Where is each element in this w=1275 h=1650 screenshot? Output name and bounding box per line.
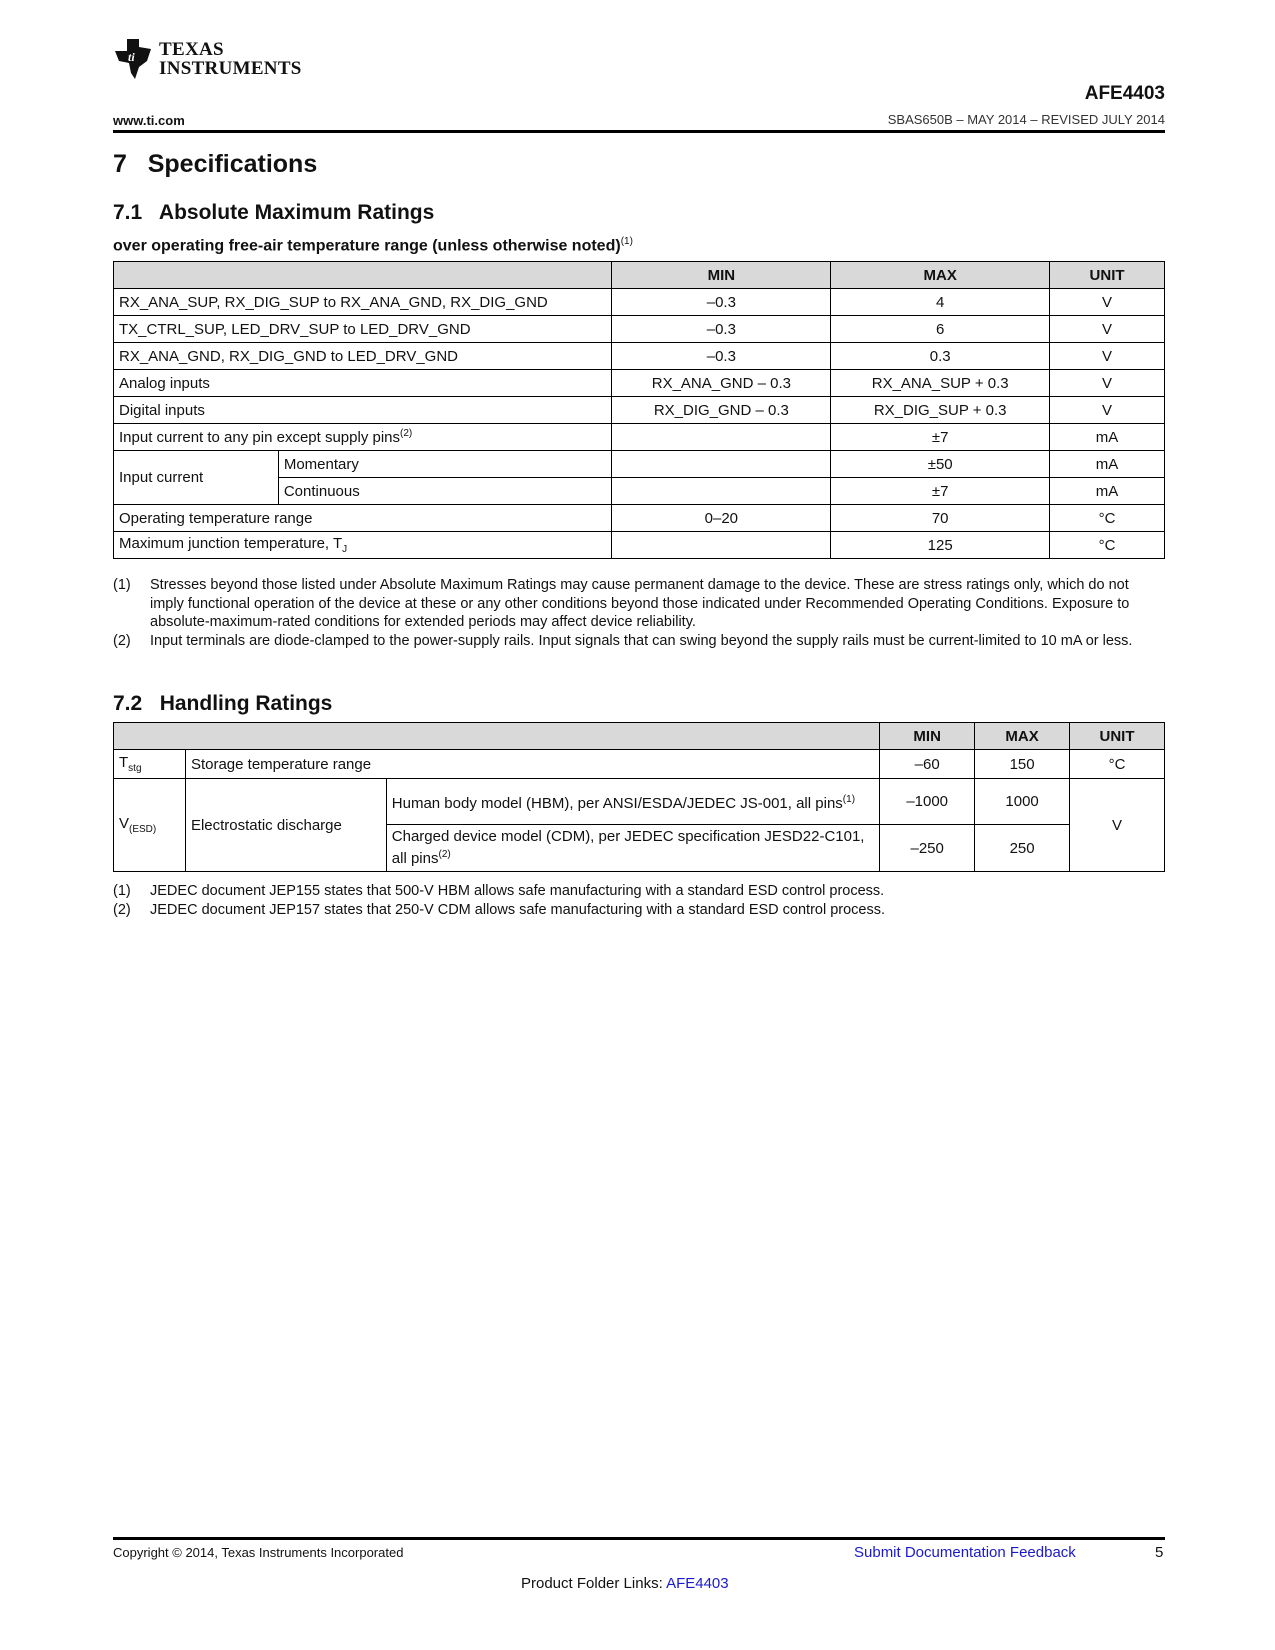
table-cell: RX_DIG_SUP + 0.3 (831, 397, 1050, 424)
part-number: AFE4403 (1084, 83, 1165, 104)
footnote (113, 901, 1165, 920)
text: J (342, 544, 348, 555)
table-cell (114, 750, 186, 779)
table-cell: V (1050, 316, 1165, 343)
table-row (114, 316, 1165, 343)
table-cell: Momentary (278, 451, 612, 478)
table-cell: Input current (114, 451, 279, 505)
table-cell: ±7 (831, 424, 1050, 451)
footnote (113, 882, 1165, 901)
footnote (113, 632, 1165, 651)
website-link[interactable]: www.ti.com (113, 113, 185, 128)
section-title: 7 Specifications (113, 150, 318, 178)
amr-footnotes (113, 576, 1165, 650)
table-cell (386, 779, 879, 825)
absolute-maximum-ratings-table (113, 261, 1165, 559)
table-cell: ±50 (831, 451, 1050, 478)
table-header-cell: UNIT (1070, 723, 1165, 750)
copyright: Copyright © 2014, Texas Instruments Incorporated (113, 1545, 404, 1560)
text: Maximum junction temperature, T (119, 535, 343, 552)
table-cell (114, 779, 186, 872)
text: T (119, 754, 129, 771)
table-cell: RX_ANA_GND – 0.3 (612, 370, 831, 397)
product-folder-links (521, 1575, 729, 1592)
table-cell: mA (1050, 424, 1165, 451)
svg-text:ti: ti (128, 50, 135, 64)
table-cell: 250 (975, 825, 1070, 872)
amr-subtitle (113, 236, 633, 255)
table-cell: V (1050, 397, 1165, 424)
table-cell: V (1050, 289, 1165, 316)
table-header-cell: MAX (831, 262, 1050, 289)
table-cell: Electrostatic discharge (185, 779, 386, 872)
table-cell: RX_ANA_SUP + 0.3 (831, 370, 1050, 397)
amr-title: 7.1 Absolute Maximum Ratings (113, 201, 435, 224)
table-cell: RX_ANA_GND, RX_DIG_GND to LED_DRV_GND (114, 343, 612, 370)
table-cell: –250 (880, 825, 975, 872)
table-cell: TX_CTRL_SUP, LED_DRV_SUP to LED_DRV_GND (114, 316, 612, 343)
text: (2) (113, 901, 131, 918)
table-header-cell (114, 723, 880, 750)
table-cell: 0.3 (831, 343, 1050, 370)
table-cell (114, 424, 612, 451)
table-header-cell: MAX (975, 723, 1070, 750)
table-cell: –0.3 (612, 316, 831, 343)
table-header-cell: UNIT (1050, 262, 1165, 289)
table-cell: Storage temperature range (185, 750, 879, 779)
text: (1) (113, 883, 131, 899)
text: Stresses beyond those listed under Absolute Maximum Ratings may cause permanent damage to the device. These are stress ratings only, which do not imply functional operation of the device at these or any other conditions beyond those indicated under Recommended Operating Conditions. Exposure to absolute-maximum-rated conditions for extended periods may affect device reliability. (150, 577, 1130, 630)
table-cell: 4 (831, 289, 1050, 316)
text: stg (128, 763, 142, 774)
table-cell: Operating temperature range (114, 505, 612, 532)
table-cell: mA (1050, 451, 1165, 478)
table-cell: °C (1070, 750, 1165, 779)
table-cell: °C (1050, 532, 1165, 559)
table-cell (612, 451, 831, 478)
table-row (114, 424, 1165, 451)
table-cell (612, 424, 831, 451)
table-cell: V (1050, 343, 1165, 370)
table-cell: 6 (831, 316, 1050, 343)
text: JEDEC document JEP155 states that 500-V HBM allows safe manufacturing with a standard ESD control process. (150, 883, 885, 899)
table-cell: –0.3 (612, 289, 831, 316)
text: Input terminals are diode-clamped to the power-supply rails. Input signals that can swing beyond the supply rails must be current-limited to 10 mA or less. (150, 632, 1133, 649)
table-cell: Analog inputs (114, 370, 612, 397)
text: (1) (842, 793, 856, 805)
table-row (114, 779, 1165, 825)
table-cell: °C (1050, 505, 1165, 532)
footer-rule (113, 1537, 1165, 1540)
table-cell (114, 532, 612, 559)
text: (2) (438, 849, 451, 860)
table-cell: 0–20 (612, 505, 831, 532)
handling-ratings-table (113, 722, 1165, 872)
ti-logo (113, 37, 302, 81)
text: V (119, 815, 130, 832)
text: (1) (113, 577, 131, 593)
table-cell: ±7 (831, 478, 1050, 505)
table-header-cell: MIN (612, 262, 831, 289)
table-cell: 150 (975, 750, 1070, 779)
text: Input current to any pin except supply pins (119, 429, 401, 446)
table-cell: –1000 (880, 779, 975, 825)
table-cell: RX_DIG_GND – 0.3 (612, 397, 831, 424)
text: Human body model (HBM), per ANSI/ESDA/JEDEC JS-001, all pins (391, 794, 843, 812)
header-rule (113, 130, 1165, 133)
table-cell (612, 532, 831, 559)
logo-text-line1: TEXAS (159, 39, 224, 60)
text: (ESD) (129, 824, 157, 835)
text: JEDEC document JEP157 states that 250-V CDM allows safe manufacturing with a standard ESD control process. (150, 901, 886, 918)
table-row (114, 451, 1165, 478)
table-cell: RX_ANA_SUP, RX_DIG_SUP to RX_ANA_GND, RX_DIG_GND (114, 289, 612, 316)
table-cell: –0.3 (612, 343, 831, 370)
text: (2) (400, 428, 413, 439)
table-header-cell: MIN (880, 723, 975, 750)
table-cell: mA (1050, 478, 1165, 505)
submit-feedback-link[interactable]: Submit Documentation Feedback (854, 1544, 1076, 1561)
table-row (114, 289, 1165, 316)
logo-text-line2: INSTRUMENTS (159, 58, 302, 79)
table-cell: 125 (831, 532, 1050, 559)
table-cell: Digital inputs (114, 397, 612, 424)
ti-logo-icon (113, 37, 153, 81)
table-cell: V (1050, 370, 1165, 397)
table-row (114, 532, 1165, 559)
table-row (114, 343, 1165, 370)
hr-title: 7.2 Handling Ratings (113, 692, 333, 715)
table-cell: 1000 (975, 779, 1070, 825)
table-row (114, 750, 1165, 779)
text: (2) (113, 632, 131, 649)
hr-footnotes (113, 882, 1165, 919)
text: (1) (620, 236, 633, 247)
table-header-cell (114, 262, 612, 289)
text: Charged device model (CDM), per JEDEC specification JESD22-C101, all pins (391, 828, 865, 867)
table-cell (386, 825, 879, 872)
product-folder-link[interactable]: AFE4403 (666, 1575, 729, 1592)
text: Product Folder Links: (521, 1575, 667, 1592)
page-number: 5 (1155, 1544, 1164, 1561)
table-row (114, 505, 1165, 532)
table-cell: V (1070, 779, 1165, 872)
table-cell: Continuous (278, 478, 612, 505)
table-cell: –60 (880, 750, 975, 779)
table-cell (612, 478, 831, 505)
footnote (113, 576, 1165, 632)
table-cell: 70 (831, 505, 1050, 532)
table-row (114, 397, 1165, 424)
table-row (114, 370, 1165, 397)
table-header-row (114, 262, 1165, 289)
table-header-row (114, 723, 1165, 750)
document-id: SBAS650B – MAY 2014 – REVISED JULY 2014 (887, 112, 1165, 127)
text: over operating free-air temperature range (unless otherwise noted) (113, 237, 621, 255)
